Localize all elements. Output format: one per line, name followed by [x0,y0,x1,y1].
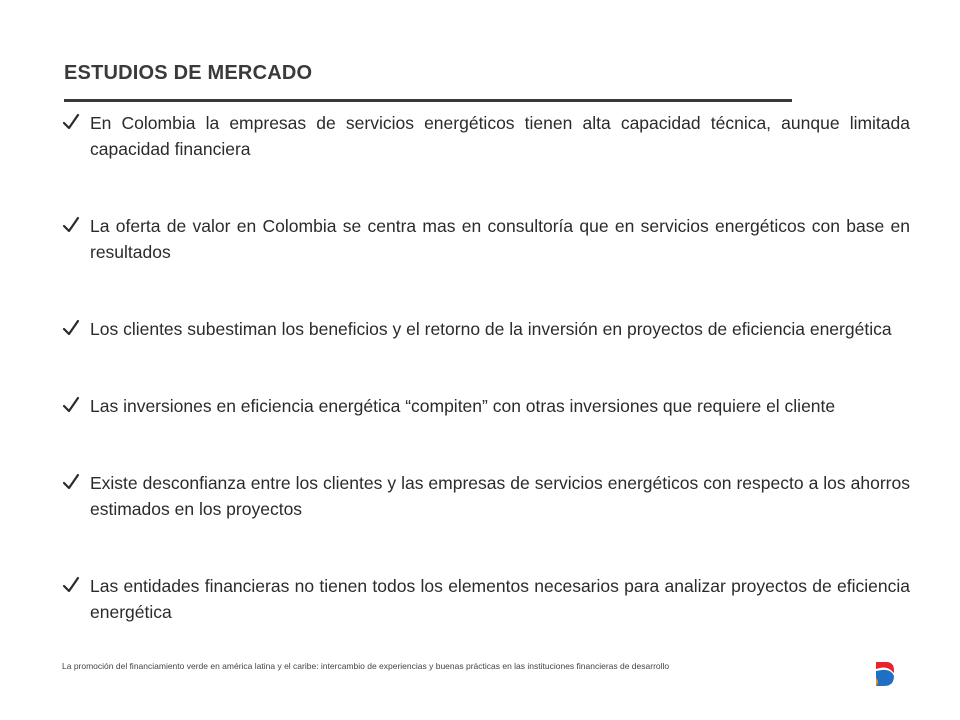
page-title: ESTUDIOS DE MERCADO [64,62,313,84]
checkmark-icon [62,111,80,133]
title-underline [64,99,792,102]
checkmark-icon [62,317,80,339]
organization-logo-icon [874,660,896,688]
bullet-text: Los clientes subestiman los beneficios y el retorno de la inversión en proyectos de eficiencia energética [90,319,892,339]
list-item [62,316,910,342]
list-item [62,393,910,419]
footer-text: La promoción del financiamiento verde en américa latina y el caribe: intercambio de experiencias y buenas prácticas en las instituciones financieras de desarrollo [62,661,670,671]
list-item [62,470,910,522]
bullet-text: Las entidades financieras no tienen todos los elementos necesarios para analizar proyectos de eficiencia energética [90,576,910,622]
checkmark-icon [62,394,80,416]
bullet-text: En Colombia la empresas de servicios energéticos tienen alta capacidad técnica, aunque limitada capacidad financiera [90,113,910,159]
list-item [62,573,910,625]
list-item [62,110,910,162]
checkmark-icon [62,471,80,493]
checkmark-icon [62,214,80,236]
bullet-text: La oferta de valor en Colombia se centra mas en consultoría que en servicios energéticos con base en resultados [90,216,910,262]
bullet-list [62,110,910,625]
bullet-text: Existe desconfianza entre los clientes y las empresas de servicios energéticos con respecto a los ahorros estimados en los proyectos [90,473,910,519]
bullet-text: Las inversiones en eficiencia energética “compiten” con otras inversiones que requiere el cliente [90,396,836,416]
checkmark-icon [62,574,80,596]
logo-blue-shape [876,670,894,686]
list-item [62,213,910,265]
